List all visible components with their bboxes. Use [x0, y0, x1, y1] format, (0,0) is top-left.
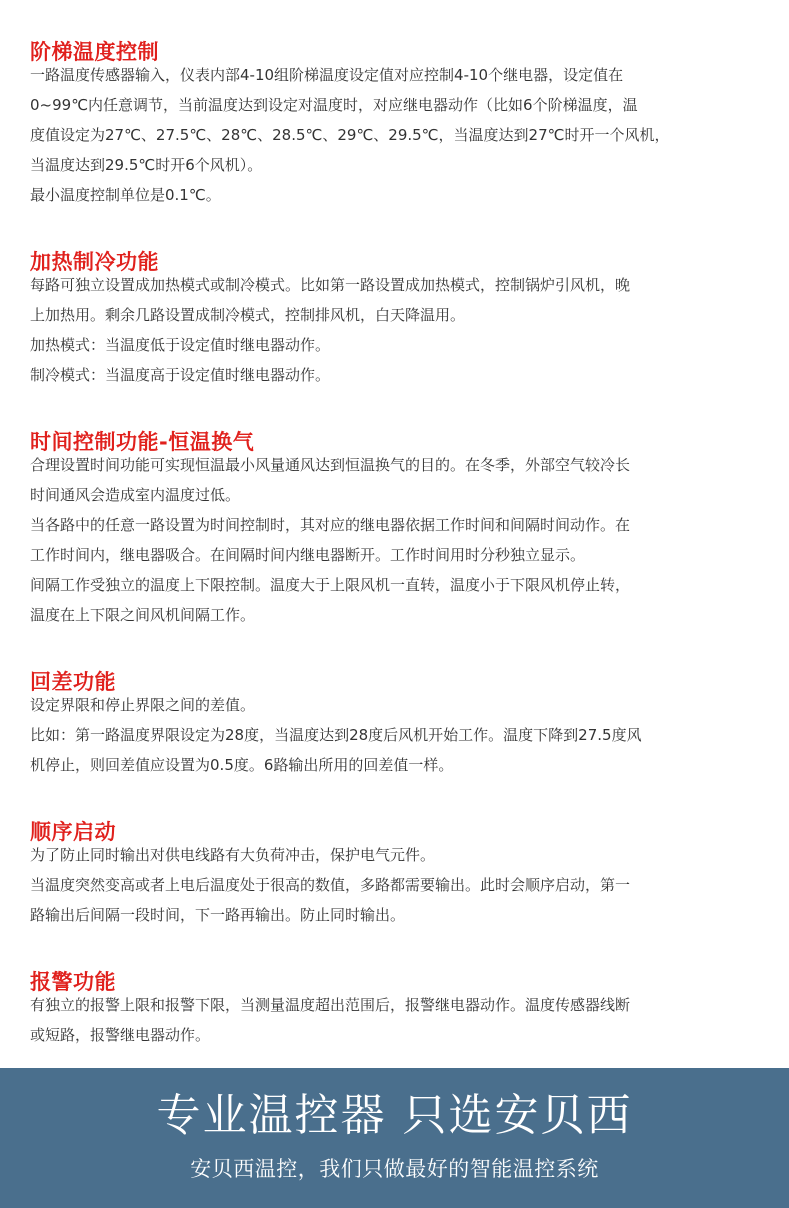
section-stepped-temperature — [30, 38, 760, 210]
section-line: 温度在上下限之间风机间隔工作。 — [30, 606, 256, 624]
section-line: 每路可独立设置成加热模式或制冷模式。比如第一路设置成加热模式，控制锅炉引风机，晚 — [30, 276, 631, 294]
section-line: 路输出后间隔一段时间，下一路再输出。防止同时输出。 — [30, 906, 406, 924]
section-line: 工作时间内，继电器吸合。在间隔时间内继电器断开。工作时间用时分秒独立显示。 — [30, 546, 586, 564]
section-line: 当温度突然变高或者上电后温度处于很高的数值，多路都需要输出。此时会顺序启动，第一 — [30, 876, 631, 894]
section-line: 最小温度控制单位是0.1℃。 — [30, 186, 221, 204]
section-line: 有独立的报警上限和报警下限，当测量温度超出范围后，报警继电器动作。温度传感器线断 — [30, 996, 631, 1014]
section-heating-cooling — [30, 248, 760, 390]
footer-banner — [0, 1068, 789, 1208]
section-time-control — [30, 428, 760, 630]
section-line: 0~99℃内任意调节，当前温度达到设定对温度时，对应继电器动作（比如6个阶梯温度，温 — [30, 96, 638, 114]
section-title: 回差功能 — [30, 670, 116, 694]
section-title: 时间控制功能-恒温换气 — [30, 430, 255, 454]
section-alarm — [30, 968, 760, 1050]
section-line: 设定界限和停止界限之间的差值。 — [30, 696, 256, 714]
section-line: 机停止，则回差值应设置为0.5度。6路输出所用的回差值一样。 — [30, 756, 454, 774]
section-line: 当温度达到29.5℃时开6个风机）。 — [30, 156, 263, 174]
section-title: 报警功能 — [30, 970, 116, 994]
section-title: 顺序启动 — [30, 820, 116, 844]
section-line: 时间通风会造成室内温度过低。 — [30, 486, 241, 504]
section-hysteresis — [30, 668, 760, 780]
section-line: 上加热用。剩余几路设置成制冷模式，控制排风机，白天降温用。 — [30, 306, 466, 324]
section-line: 加热模式：当温度低于设定值时继电器动作。 — [30, 336, 331, 354]
section-line: 当各路中的任意一路设置为时间控制时，其对应的继电器依据工作时间和间隔时间动作。在 — [30, 516, 631, 534]
section-title: 阶梯温度控制 — [30, 40, 159, 64]
section-title: 加热制冷功能 — [30, 250, 159, 274]
section-line: 为了防止同时输出对供电线路有大负荷冲击，保护电气元件。 — [30, 846, 436, 864]
section-line: 一路温度传感器输入，仪表内部4-10组阶梯温度设定值对应控制4-10个继电器，设定值在 — [30, 66, 624, 84]
footer-subtitle: 安贝西温控，我们只做最好的智能温控系统 — [190, 1157, 599, 1181]
section-line: 合理设置时间功能可实现恒温最小风量通风达到恒温换气的目的。在冬季，外部空气较冷长 — [30, 456, 631, 474]
section-sequential-start — [30, 818, 760, 930]
section-line: 度值设定为27℃、27.5℃、28℃、28.5℃、29℃、29.5℃，当温度达到27℃时开一个风机， — [30, 126, 670, 144]
section-line: 比如：第一路温度界限设定为28度，当温度达到28度后风机开始工作。温度下降到27.5度风 — [30, 726, 642, 744]
footer-slogan: 专业温控器 只选安贝西 — [156, 1090, 633, 1141]
section-line: 或短路，报警继电器动作。 — [30, 1026, 211, 1044]
section-line: 间隔工作受独立的温度上下限控制。温度大于上限风机一直转，温度小于下限风机停止转， — [30, 576, 631, 594]
section-line: 制冷模式：当温度高于设定值时继电器动作。 — [30, 366, 331, 384]
